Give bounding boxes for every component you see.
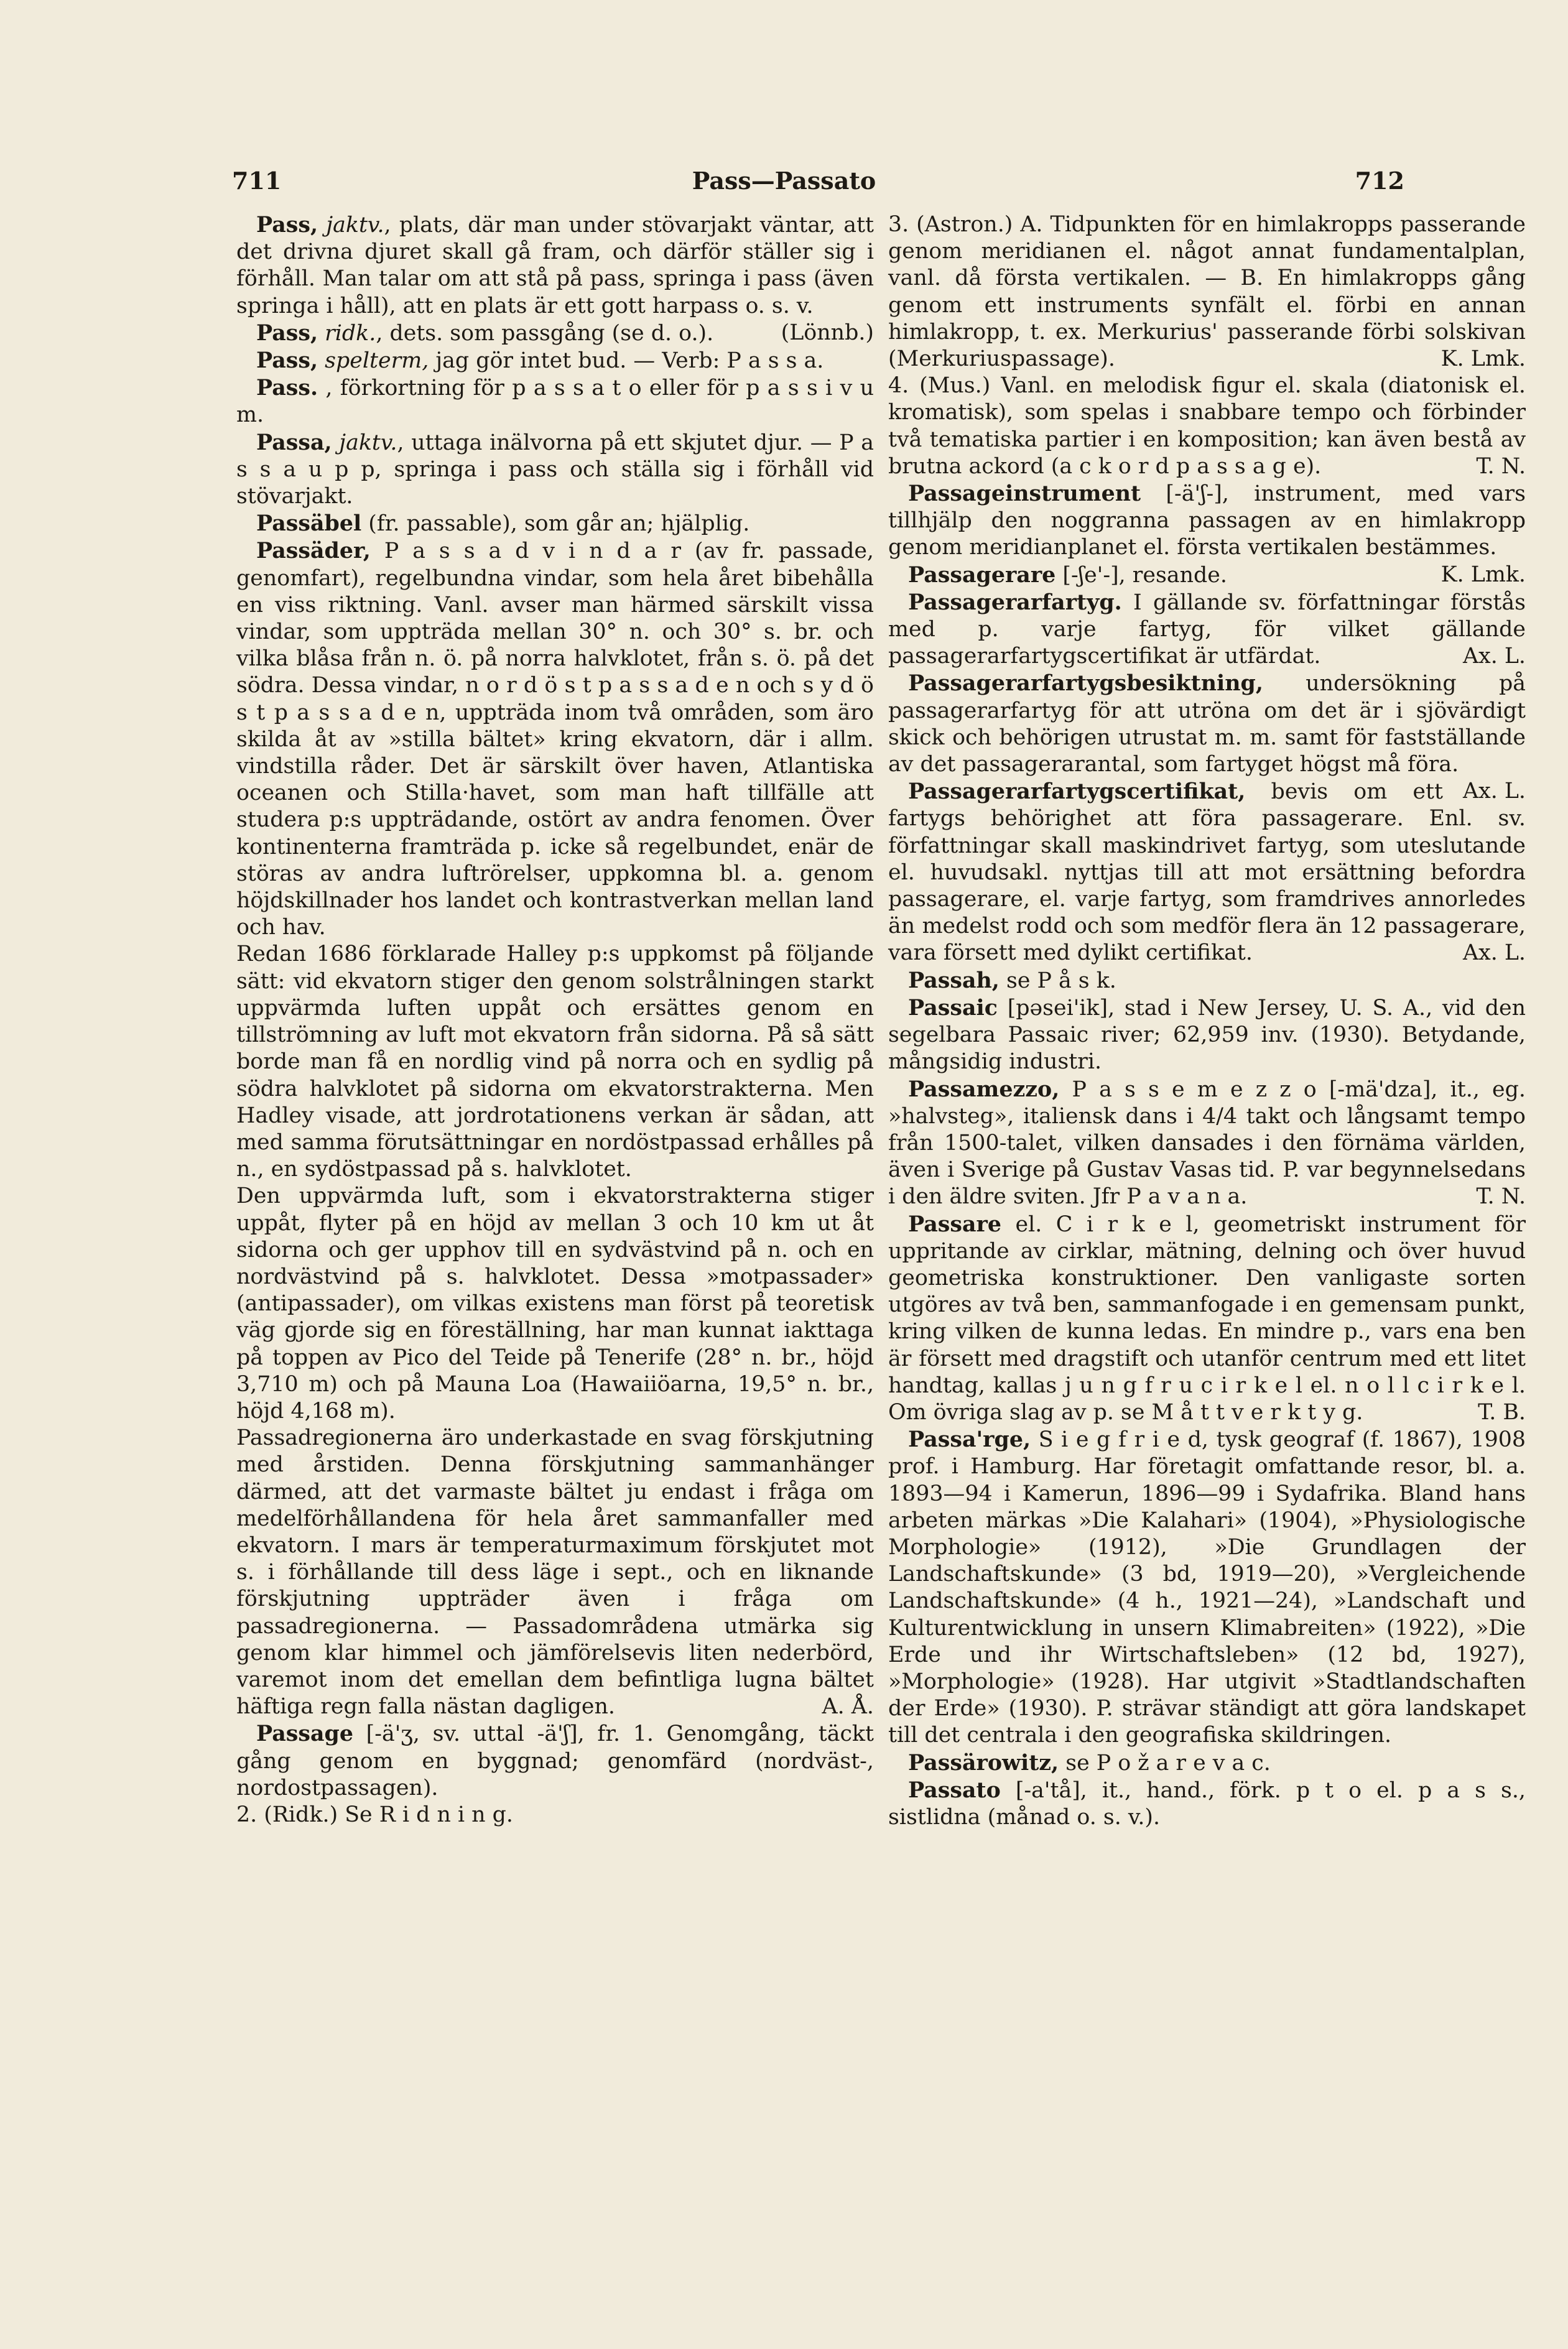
entry-headword: Passah, [908,967,1000,993]
page-number-left: 711 [232,167,282,195]
dictionary-entry [236,1183,874,1425]
entry-signature: Ax. L. [1462,940,1526,966]
dictionary-entry [888,1777,1526,1831]
dictionary-entry [236,1720,874,1802]
dictionary-entry [888,994,1526,1076]
entry-entry-text: [-a'tå], it., hand., förk. p t o el. p a s s., sistlidna (månad o. s. v.). [888,1777,1526,1830]
entry-signature: Ax. L. [1462,644,1526,669]
entry-entry-text: , uttaga inälvorna på ett skjutet djur. — P a s s a u p p, springa i pass och ställa sig i förhåll vid stövarjakt. [236,430,874,509]
entry-entry-text: S i e g f r i e d, tysk geograf (f. 1867), 1908 prof. i Hamburg. Har företagit omfattande resor, bl. a. 1893—94 i Kamerun, 1896—99 i Sydafrika. Bland hans arbeten märkas »Die Kalahari» (1904), »Physiologische Morphologie» (1912), »Die Grundlagen der Landschaftskunde» (3 bd, 1919—20), »Vergleichende Landschaftskunde» (4 h., 1921—24), »Landschaft und Kulturentwicklung in unsern Klimabreiten» (1922), »Die Erde und ihr Wirtschaftsleben» (12 bd, 1927), »Morphologie» (1928). Har utgivit »Stadtlandschaften der Erde» (1930). P. strävar ständigt att göra landskapet till det centrala i den geografiska skildringen. [888,1427,1526,1748]
entry-entry-text: , plats, där man under stövarjakt väntar, att det drivna djuret skall gå fram, och därför ställer sig i förhåll. Man talar om att stå på pass, springa i pass (även springa i håll), att en plats är ett gott harpass o. s. v. [236,213,874,318]
entry-entry-text: 3. (Astron.) A. Tidpunkten för en himlakropps passerande genom meridianen el. något annat fundamentalplan, vanl. då första vertikalen. — B. En himlakropps gång genom ett instruments synfält el. förbi en annan himlakropp, t. ex. Merkurius' passerande förbi solskivan (Merkuriuspassage). [888,212,1526,372]
entry-label: jaktv. [339,430,397,455]
entry-headword: Passagerarfartygsbesiktning, [908,670,1263,697]
entry-headword: Passaic [908,994,998,1021]
entry-headword: Passageinstrument [908,481,1141,507]
entry-entry-text: [-ä'ʃ-], instrument, med vars tillhjälp den noggranna passagen av en himlakropp genom meridianplanet el. första vertikalen bestämmes. [888,481,1526,560]
entry-entry-text: [pəsei'ik], stad i New Jersey, U. S. A., vid den segelbara Passaic river; 62,959 inv. (1930). Betydande, mångsidig industri. [888,995,1526,1075]
entry-signature: (Lönnb.) [781,320,874,345]
entry-label: spelterm, [325,348,429,374]
dictionary-entry [236,1802,874,1828]
page-number-right: 712 [1355,167,1404,195]
entry-headword: Passato [908,1777,1001,1803]
entry-entry-text: P a s s e m e z z o [-mä'dza], it., eg. »halvsteg», italiensk dans i 4/4 takt och långsamt tempo från 1500-talet, vilken dansades i den förnäma världen, även i Sverige på Gustav Vasas tid. P. var begynnelsedans i den äldre sviten. Jfr P a v a n a. [888,1077,1526,1210]
entry-signature: K. Lmk. [1440,562,1526,587]
dictionary-entry [888,373,1526,480]
entry-entry-text: el. C i r k e l, geometriskt instrument för uppritande av cirklar, mätning, delning och över huvud geometriska konstruktioner. Den vanligaste sorten utgöres av två ben, sammanfogade i en gemensam punkt, kring vilken de kunna ledas. En mindre p., vars ena ben är försett med dragstift och utanför centrum med ett litet handtag, kallas j u n g f r u c i r k e l el. n o l l c i r k e l. Om övriga slag av p. se M å t t v e r k t y g. [888,1212,1526,1425]
entry-label: jaktv. [326,213,384,238]
entry-headword: Passa'rge, [908,1427,1031,1453]
entry-entry-text: jag gör intet bud. — Verb: P a s s a. [429,348,824,374]
right-column [888,211,1526,1831]
entry-entry-text: [-ʃe'-], resande. [1062,562,1227,588]
entry-headword: Pass, [256,320,318,346]
dictionary-entry [888,1426,1526,1749]
entry-entry-text: se P å s k. [1006,968,1116,993]
entry-headword: Passärowitz, [908,1749,1059,1776]
dictionary-entry [236,537,874,941]
entry-label: ridk. [325,320,376,346]
entry-signature: T. N. [1476,1184,1526,1210]
entry-entry-text: 2. (Ridk.) Se R i d n i n g. [236,1802,513,1827]
running-head: Pass—Passato [692,167,876,195]
entry-headword: Pass, [256,212,318,238]
entry-entry-text: I gällande sv. författningar förstås med p. varje fartyg, för vilket gällande passagerarfartygscertifikat är utfärdat. [888,590,1526,669]
entry-entry-text: , förkortning för p a s s a t o eller för p a s s i v u m. [236,376,874,428]
entry-entry-text: (fr. passable), som går an; hjälplig. [368,511,750,537]
entry-signature: T. N. [1476,453,1526,479]
entry-entry-text: Den uppvärmda luft, som i ekvatorstrakterna stiger uppåt, flyter på en höjd av mellan 3 och 10 km ut åt sidorna och ger upphov till en sydvästvind på n. och en nordvästvind på s. halvklotet. Dessa »motpassader» (antipassader), om vilkas existens man först på teoretisk väg gjorde sig en föreställning, har man kunnat iakttaga på toppen av Pico del Teide på Tenerife (28° n. br., höjd 3,710 m) och på Mauna Loa (Hawaiiöarna, 19,5° n. br., höjd 4,168 m). [236,1184,874,1424]
entry-entry-text: [-ä'ʒ, sv. uttal -ä'ʃ], fr. 1. Genomgång, täckt gång genom en byggnad; genomfärd (nordväst-, nordostpassagen). [236,1721,874,1800]
entry-headword: Passare [908,1211,1001,1237]
entry-entry-text: bevis om ett fartygs behörighet att föra passagerare. Enl. sv. författningar skall maskindrivet fartyg, som uteslutande el. huvudsakl. nyttjas till att mot ersättning befordra passagerare, el. varje fartyg, som framdrives annorledes än medelst rodd och som medför flera än 12 passagerare, vara försett med dylikt certifikat. [888,779,1526,966]
entry-entry-text: Redan 1686 förklarade Halley p:s uppkomst på följande sätt: vid ekvatorn stiger den genom solstrålningen starkt uppvärmda luften uppåt och ersättes genom en tillströmning av luft mot ekvatorn från sidorna. På så sätt borde man få en nordlig vind på norra och en sydlig på södra halvklotet på sidorna om ekvatorstrakterna. Men Hadley visade, att jordrotationens verkan är sådan, att med samma förutsättningar en nordöstpassad erhålles på n., en sydöstpassad på s. halvklotet. [236,942,874,1182]
entry-headword: Pass. [256,375,318,401]
dictionary-entry [888,589,1526,670]
dictionary-entry [236,1425,874,1720]
entry-signature: A. Å. [822,1694,874,1720]
dictionary-entry [236,941,874,1183]
dictionary-entry [888,1749,1526,1777]
dictionary-entry [236,347,874,374]
entry-headword: Passagerare [908,562,1056,588]
dictionary-entry [236,510,874,537]
entry-entry-text: P a s s a d v i n d a r (av fr. passade, genomfart), regelbundna vindar, som hela året bibehålla en viss riktning. Vanl. avser man härmed särskilt vissa vindar, som uppträda mellan 30° n. och 30° s. br. och vilka blåsa från n. ö. på norra halvklotet, från s. ö. på det södra. Dessa vindar, n o r d ö s t p a s s a d e n och s y d ö s t p a s s a d e n, uppträda inom två områden, som äro skilda åt av »stilla bältet» kring ekvatorn, där i allm. vindstilla råder. Det är särskilt över haven, Atlantiska oceanen och Stilla·havet, som man haft tillfälle att studera p:s uppträdande, ostört av andra fenomen. Över kontinenterna framträda p. icke så regelbundet, enär de störas av andra luftrörelser, uppkomna bl. a. genom höjdskillnader hos landet och kontrastverkan mellan land och hav. [236,539,874,940]
entry-entry-text: undersökning på passagerarfartyg för att utröna om det är i sjövärdigt skick och behörigen utrustat m. m. samt för fastställande av det passagerarantal, som fartyget högst må föra. [888,671,1526,777]
entry-entry-text: , dets. som passgång (se d. o.). [376,320,714,346]
entry-signature: K. Lmk. [1440,346,1526,372]
dictionary-entry [236,374,874,429]
entry-headword: Passagerarfartygscertifikat, [908,779,1246,805]
entry-headword: Pass, [256,348,318,374]
entry-signature: T. B. [1478,1399,1526,1425]
dictionary-entry [888,1076,1526,1211]
entry-headword: Passamezzo, [908,1076,1060,1102]
entry-entry-text: se P o ž a r e v a c. [1065,1750,1271,1776]
entry-signature: Ax. L. [1462,779,1526,804]
left-column [236,211,874,1828]
entry-headword: Passäbel [256,511,362,537]
dictionary-entry [888,967,1526,994]
entry-entry-text: Passadregionerna äro underkastade en svag förskjutning med årstiden. Denna förskjutning sammanhänger därmed, att det varmaste bältet ju endast i fråga om medelförhållandena för hela året sammanfaller med ekvatorn. I mars är temperaturmaximum förskjutet mot s. i förhållande till dess läge i sept., och en liknande förskjutning uppträder även i fråga om passadregionerna. — Passadområdena utmärka sig genom klar himmel och jämförelsevis liten nederbörd, varemot inom det emellan dem befintliga lugna bältet häftiga regn falla nästan dagligen. [236,1425,874,1720]
dictionary-entry [888,778,1526,966]
entry-entry-text: 4. (Mus.) Vanl. en melodisk figur el. skala (diatonisk el. kromatisk), som spelas i snabbare tempo och förbinder två tematiska partier i en komposition; kan även bestå av brutna ackord (a c k o r d p a s s a g e). [888,373,1526,479]
dictionary-entry [236,429,874,511]
entry-headword: Passage [256,1721,353,1747]
dictionary-entry [888,1211,1526,1427]
entry-headword: Passa, [256,429,332,455]
dictionary-entry [888,211,1526,373]
entry-headword: Passagerarfartyg. [908,589,1122,615]
entry-headword: Passäder, [256,538,371,564]
